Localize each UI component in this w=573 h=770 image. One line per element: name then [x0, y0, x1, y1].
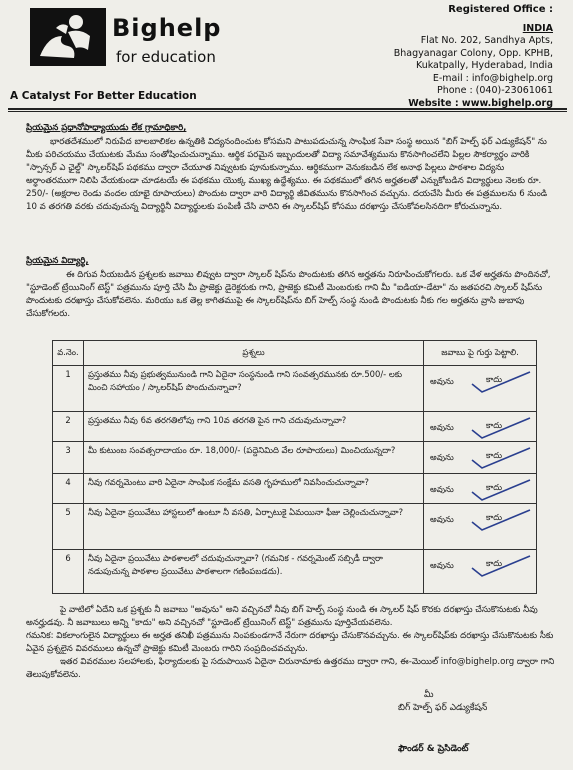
- eligibility-table: [52, 340, 537, 594]
- bighelp-logo-icon: [28, 6, 108, 68]
- paragraph-instructions: ఈ దిగువ నీయబడిన ప్రశ్నలకు జవాబు లివ్వుట ద్వారా స్కాలర్ షిప్‌ను పొందుటకు తగిన అర్హతను నిరూపించుకోగలరు. ఒక వేళ అర్హతను పొందినచో, "స్టూడెంట్ ట్రేయినింగ్ టెస్ట్" పత్రమును పూర్తి చేసి మీ ప్రాజెక్టు డైరెక్టరుకు గాని, ప్రాజెక్టు కమిటీ మెంబరుకు గాని మీ "ఐడియా-డేటా" ను జతపరచి స్కాలర్ షిప్‌ను పొందుటకు దరఖాస్తు చేసుకోవలెను. మరియు ఒక తెల్ల కాగితముపై ఈ స్కాలర్‌షిప్‌ను బిగ్ హెల్ప్ సంస్థ నుండి పొందుటకు నీకు గల అర్హతను వ్రాసి జుబాపు చేసుకోగలరు.: [26, 270, 551, 319]
- office-website[interactable]: Website : www.bighelp.org: [408, 97, 553, 109]
- paragraph-contact: ఇతర వివరముల సలహాలకు, ఫిర్యాదులకు పై సదుపాయిన ఏదైనా చిరునామాకు ఉత్తరము ద్వారా గాని, ఈ-మెయిల్ info@bighelp.org ద్వారా గాని తెలుపుకోవలెను.: [26, 657, 555, 680]
- column-header-sno: వ.నెం.: [53, 341, 84, 366]
- row-number: 6: [53, 550, 84, 594]
- table-row: [53, 504, 537, 550]
- no-option[interactable]: కాదు: [486, 374, 503, 384]
- table-header-row: [53, 341, 537, 366]
- signatory-title: ఫౌండర్ & ప్రెసిడెంట్: [398, 744, 469, 754]
- paragraph-intro: భారతదేశములో నిరుపేద బాలబాలికల ఉన్నతికి విద్యనందించుట కోసమని పాటుపడుచున్న సాంఘిక సేవా సంస్థ అయిన "బిగ్ హెల్ప్ ఫర్ ఎడ్యుకేషన్" ను మీకు పరిచయము చేయుటకు మేము సంతోషించుచున్నాము. ఆర్థిక పరమైన ఇబ్బందులతో విద్యా సమావేశ్యమును కొనసాగించలేని పిల్లల సౌకర్యార్థం వారికి "స్పాన్సర్ ఎ ఛైల్డ్" స్కాలర్‌షిప్ పథకము ద్వారా చేయూత నివ్వుటకు పూనుకున్నాము. ఆర్థికముగా వెనుకబడిన లేక అనాథ పిల్లలు పాఠశాల విద్యను అర్ధాంతరముగా నిలిపి వేయకుండా చూడటయే ఈ పథకము యొక్క ముఖ్య ఉద్దేశ్యము. ఈ పథకములో తగిన అర్హతలతో ఎన్నుకోబడిన విద్యార్థులు నెలకు రూ. 250/- (అక్షరాల రెండు వందల యాభై రూపాయలు) పొందుట ద్వారా వారి విద్యార్థి జీవితమును కొనసాగించ వచ్చును. దయచేసి మీరు ఈ పత్రములను 6 నుండి 10 వ తరగతి వరకు చదువుచున్న విద్యార్థినీ విద్యార్థులకు పంపిణీ చేసి వారిని ఈ స్కాలర్‌షిప్ కోసము దరఖాస్తు చేసుకోవలసినదిగా కోరుచున్నాను.: [26, 137, 548, 212]
- yes-option[interactable]: అవును: [430, 484, 454, 494]
- paragraph-note: గమనిక: వికలాంగులైన విద్యార్థులు ఈ అర్హత తనిఖీ పత్రమును నింపకుండగానే నేరుగా దరఖాస్తు చేసుకొనవచ్చును. ఈ స్కాలర్‌షిప్‌కు దరఖాస్తు చేసుకొనుటకు సీకు ఏవైన ప్రశ్నలైన వివరములు ఉన్నచో ప్రాజెక్టు కమిటీ మెంబరు గారిని సంప్రదించవచ్చును.: [26, 631, 554, 654]
- answer-cell[interactable]: [424, 366, 537, 412]
- row-number: 2: [53, 412, 84, 442]
- yes-option[interactable]: అవును: [430, 452, 454, 462]
- checkmark-icon: [464, 414, 534, 442]
- answer-cell[interactable]: [424, 550, 537, 594]
- answer-cell[interactable]: [424, 412, 537, 442]
- regards-text: మీ: [424, 690, 434, 700]
- table-row: [53, 442, 537, 474]
- table-row: [53, 550, 537, 594]
- no-option[interactable]: కాదు: [486, 450, 503, 460]
- row-number: 4: [53, 474, 84, 504]
- answer-cell[interactable]: [424, 504, 537, 550]
- table-row: [53, 474, 537, 504]
- checkmark-icon: [464, 444, 534, 472]
- paragraph-result: పై వాటిలో ఏదేని ఒక ప్రశ్నకు నీ జవాబు "అవును" అని వచ్చినచో నీవు బిగ్ హెల్ప్ సంస్థ నుండి ఈ స్కాలర్ షిప్ కొరకు దరఖాస్తు చేసుకొనుటకు నీవు అనర్హుడవు. నీ జవాబులు అన్ని "కాదు" అని వచ్చినచో "స్టూడెంట్ ట్రేయినింగ్ టెస్ట్" పత్రమును పూర్తిచేయవలెను.: [26, 605, 538, 628]
- no-option[interactable]: కాదు: [486, 512, 503, 522]
- organization-name: బిగ్ హెల్ప్ ఫర్ ఎడ్యుకేషన్: [398, 703, 488, 713]
- address-line: Kukatpally, Hyderabad, India: [415, 60, 553, 71]
- row-number: 1: [53, 366, 84, 412]
- column-header-answer: జవాబు పై గుర్తు పెట్టాలి.: [424, 341, 537, 366]
- checkmark-icon: [464, 368, 534, 396]
- registered-office-block: [323, 4, 553, 110]
- question-text: నీవు ఏదైనా ప్రయివేటు పాఠశాలలో చదువుచున్నావా? (గమనిక - గవర్నమెంట్ సబ్సిడీ ద్వారా నడుపుచున్న పాఠశాల ప్రయివేటు పాఠశాలగా గణింపబడదు).: [84, 550, 424, 594]
- header-divider: [8, 108, 567, 112]
- row-number: 3: [53, 442, 84, 474]
- tagline: A Catalyst For Better Education: [10, 90, 197, 102]
- answer-cell[interactable]: [424, 442, 537, 474]
- no-option[interactable]: కాదు: [486, 420, 503, 430]
- table-row: [53, 412, 537, 442]
- column-header-questions: ప్రశ్నలు: [84, 341, 424, 366]
- salutation-headmaster: ప్రియమైన ప్రధానోపాధ్యాయుడు లేక గ్రామాధికారి,: [26, 123, 187, 133]
- row-number: 5: [53, 504, 84, 550]
- yes-option[interactable]: అవును: [430, 514, 454, 524]
- brand-name: Bighelp: [112, 14, 222, 42]
- checkmark-icon: [464, 476, 534, 504]
- yes-option[interactable]: అవును: [430, 376, 454, 386]
- brand-subtitle: for education: [116, 48, 216, 66]
- question-text: నీవు ఏదైనా ప్రయివేటు హాస్టలులో ఉంటూ నీ వసతి, ఏర్పాటుకై ఏమయినా ఫీజు చెల్లించుచున్నావా?: [84, 504, 424, 550]
- question-text: ప్రస్తుతము నీవు 6వ తరగతిలోపు గాని 10వ తరగతి పైన గాని చదువుచున్నావా?: [84, 412, 424, 442]
- salutation-student: ప్రియమైన విద్యార్థి,: [26, 256, 89, 266]
- office-country: INDIA: [522, 22, 553, 34]
- table-row: [53, 366, 537, 412]
- yes-option[interactable]: అవును: [430, 560, 454, 570]
- question-text: నీవు గవర్నమెంటు వారి ఏదైనా సాంఘిక సంక్షేమ వసతి గృహములో నివసించుచున్నావా?: [84, 474, 424, 504]
- answer-cell[interactable]: [424, 474, 537, 504]
- checkmark-icon: [464, 552, 534, 580]
- office-email[interactable]: E-mail : info@bighelp.org: [432, 72, 553, 84]
- no-option[interactable]: కాదు: [486, 482, 503, 492]
- question-text: మీ కుటుంబ సంవత్సరాదాయం రూ. 18,000/- (పద్దెనిమిది వేల రూపాయలు) మించియున్నదా?: [84, 442, 424, 474]
- office-phone: Phone : (040)-23061061: [437, 85, 553, 96]
- address-line: Flat No. 202, Sandhya Apts,: [420, 35, 553, 46]
- address-line: Bhagyanagar Colony, Opp. KPHB,: [393, 47, 553, 59]
- no-option[interactable]: కాదు: [486, 558, 503, 568]
- yes-option[interactable]: అవును: [430, 422, 454, 432]
- question-text: ప్రస్తుతము నీవు ప్రభుత్వమునుండి గాని ఏదైనా సంస్థనుండి గాని సంవత్సరమునకు రూ.500/- లకు మించి సహాయం / స్కాలర్‌షిప్ పొందుచున్నావా?: [84, 366, 424, 412]
- checkmark-icon: [464, 506, 534, 534]
- registered-office-label: Registered Office :: [448, 4, 553, 15]
